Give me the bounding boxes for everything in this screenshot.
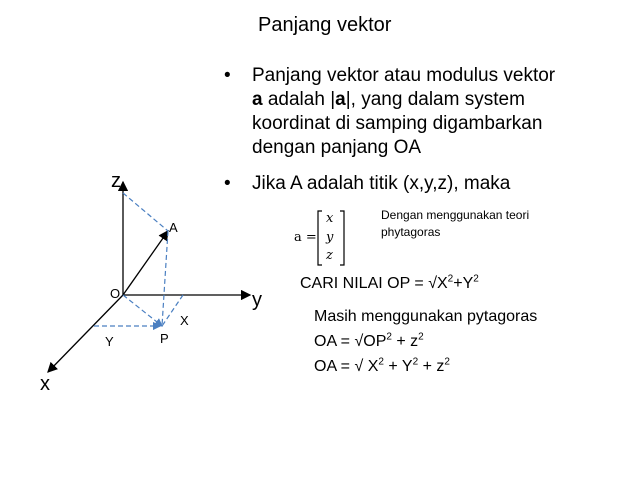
op-term-y: Y xyxy=(462,275,474,292)
axis-label-y: y xyxy=(252,289,262,311)
vector-a-bold: a xyxy=(252,89,263,110)
segment-y-label: Y xyxy=(105,334,114,349)
bullet-line-4: dengan panjang OA xyxy=(252,137,422,158)
oa-term-x: X xyxy=(363,358,379,375)
matrix-lhs: a = xyxy=(294,230,317,245)
oa-lhs: OA = xyxy=(314,358,355,375)
dashed-o-to-p xyxy=(123,295,162,326)
oa-heading: Masih menggunakan pytagoras xyxy=(314,308,538,325)
bullet-line-2-end: |, yang dalam system xyxy=(345,89,525,110)
exp: 2 xyxy=(473,273,479,285)
dashed-z-to-a xyxy=(123,193,168,231)
exp: 2 xyxy=(444,356,450,368)
axis-label-z: z xyxy=(111,170,121,192)
matrix-entry-z: z xyxy=(326,248,333,263)
bullet-line-3: koordinat di samping digambarkan xyxy=(252,113,543,134)
point-a-label: A xyxy=(169,220,178,235)
exp: 2 xyxy=(386,331,392,343)
bullet-dot: • xyxy=(224,65,231,86)
dashed-a-to-p xyxy=(162,231,168,326)
sqrt-symbol: √ xyxy=(428,275,437,292)
op-term-x: X xyxy=(436,275,448,292)
oa-term-y: + Y xyxy=(383,358,413,375)
segment-x-label: X xyxy=(180,313,189,328)
oa-term-z: + z xyxy=(391,333,419,350)
exp: 2 xyxy=(378,356,384,368)
bullet-line-1: Panjang vektor atau modulus vektor xyxy=(252,65,556,86)
sqrt-symbol: √ xyxy=(354,333,364,350)
point-p-label: P xyxy=(160,331,169,346)
plus: + xyxy=(453,275,463,292)
matrix-entry-y: y xyxy=(326,230,334,245)
exp: 2 xyxy=(412,356,419,368)
bullet-line-2-text: adalah | xyxy=(262,89,336,110)
bullet-dot: • xyxy=(224,173,231,194)
oa-term-op: OP xyxy=(363,333,387,350)
exp: 2 xyxy=(447,273,454,285)
oa-lhs: OA = xyxy=(314,333,355,350)
sqrt-symbol: √ xyxy=(354,358,364,375)
vector-oa xyxy=(123,231,168,295)
exp: 2 xyxy=(418,331,424,343)
bullet-text: Jika A adalah titik (x,y,z), maka xyxy=(252,173,511,194)
slide-title: Panjang vektor xyxy=(258,14,392,36)
axis-label-x: x xyxy=(40,373,50,395)
note-line-1: Dengan menggunakan teori xyxy=(381,208,530,222)
op-formula-label: CARI NILAI OP = xyxy=(300,275,429,292)
oa-term-z: + z xyxy=(418,358,445,375)
matrix-entry-x: x xyxy=(326,211,334,226)
vector-a-bold-2: a xyxy=(335,89,346,110)
origin-label: O xyxy=(110,286,121,301)
note-line-2: phytagoras xyxy=(381,225,441,239)
